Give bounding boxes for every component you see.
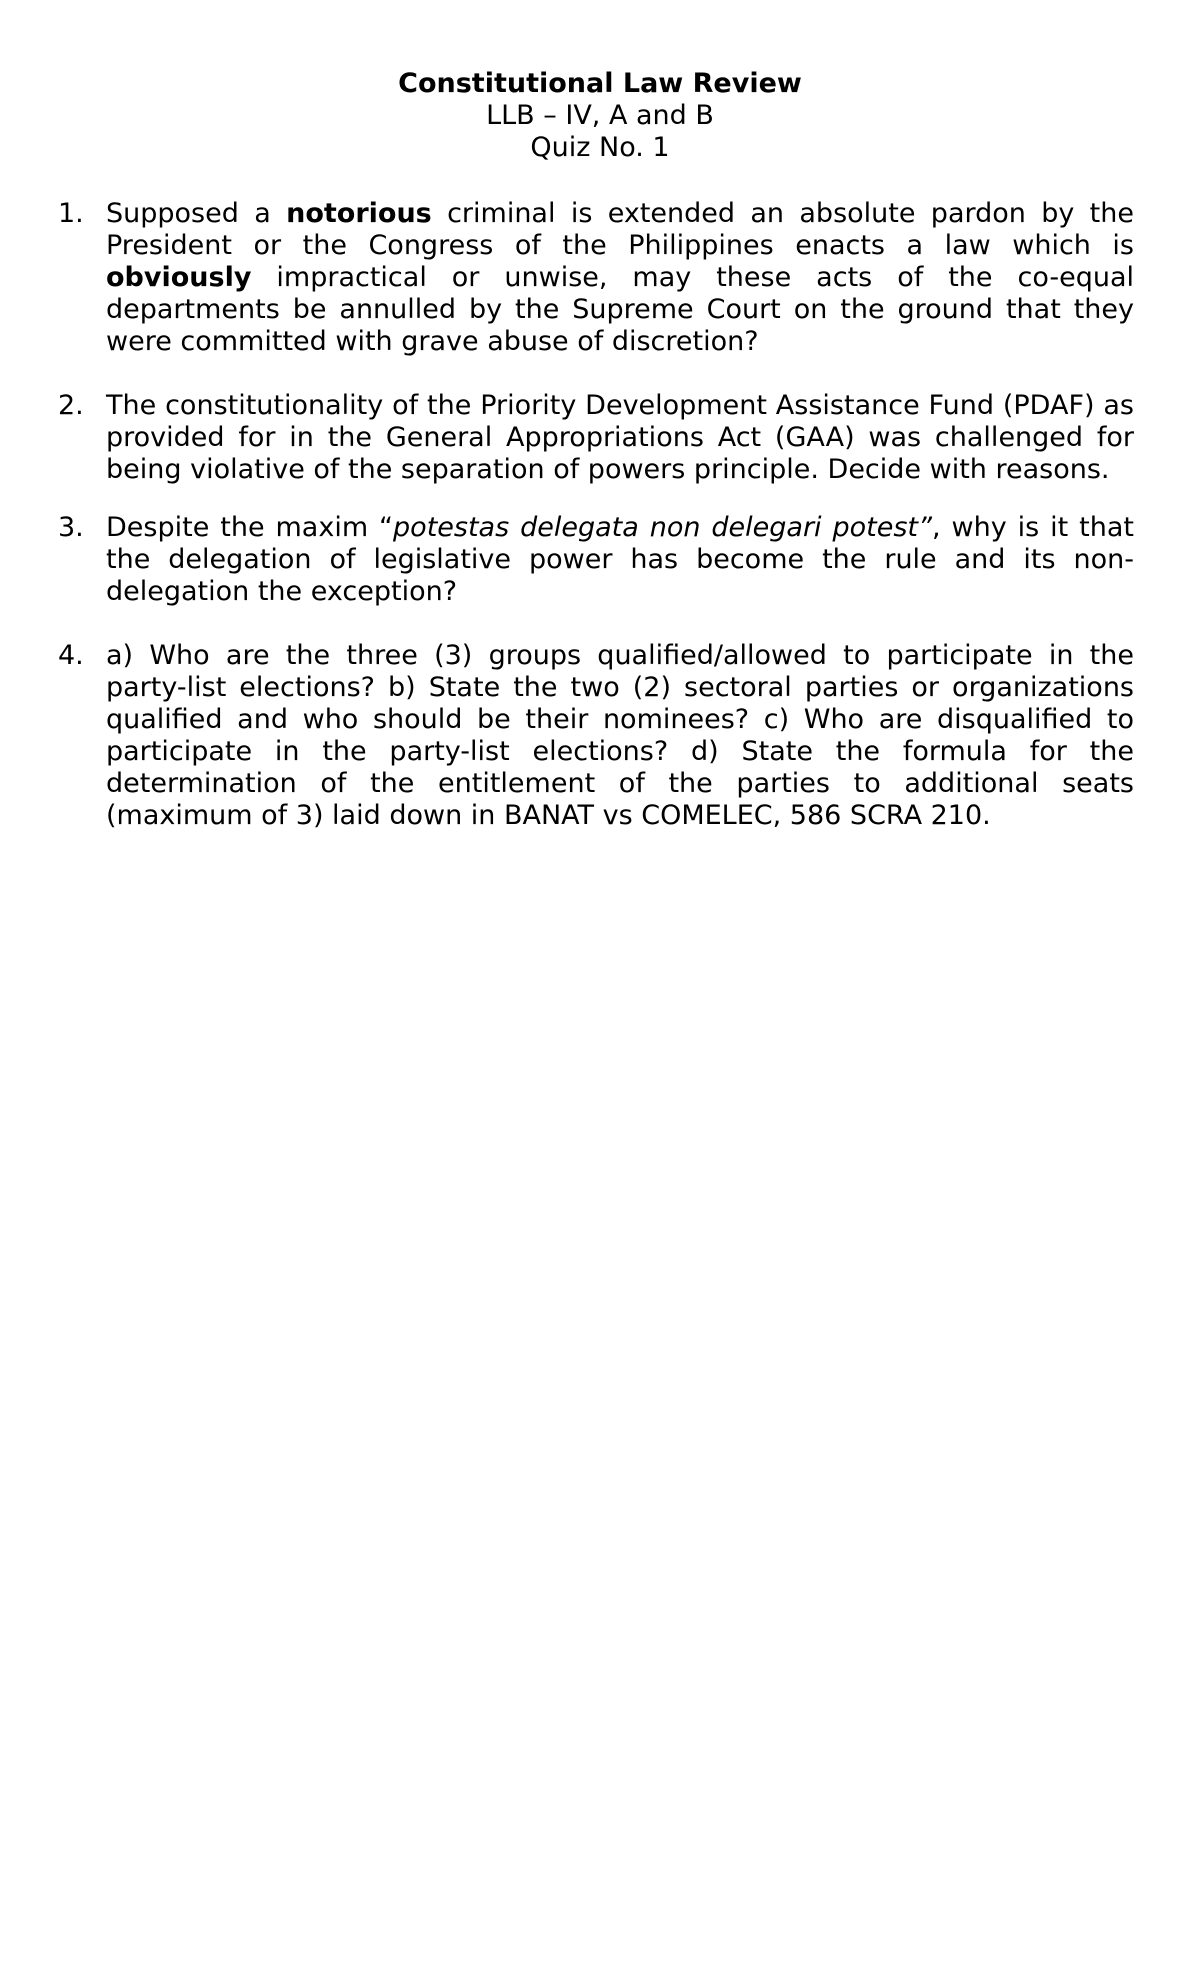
- emphasis-bold: obviously: [106, 262, 252, 293]
- question-4: [58, 640, 1134, 832]
- latin-maxim: potestas delegata non delegari potest”: [393, 512, 932, 543]
- document-header: [0, 68, 1200, 164]
- question-text: impractical or unwise, may these acts of the co-equal departments be annulled by the Supreme Court on the ground that they were committed with grave abuse of discretion?: [106, 262, 1134, 357]
- question-text: , why is it that the delegation of legislative power has become the rule and its non-delegation the exception?: [106, 512, 1134, 607]
- question-2: [58, 390, 1134, 486]
- question-number: 3.: [58, 512, 84, 543]
- document-title: Constitutional Law Review: [398, 68, 802, 99]
- question-1: [58, 198, 1134, 358]
- question-text: The constitutionality of the Priority Development Assistance Fund (PDAF) as provided for in the General Appropriations Act (GAA) was challenged for being violative of the separation of powers principle. Decide with reasons.: [106, 390, 1134, 485]
- question-3: [58, 512, 1134, 608]
- question-text: Supposed a: [106, 198, 287, 229]
- question-text: Despite the maxim “: [106, 512, 394, 543]
- quiz-number: Quiz No. 1: [530, 132, 670, 163]
- question-number: 4.: [58, 640, 84, 671]
- question-number: 2.: [58, 390, 84, 421]
- question-number: 1.: [58, 198, 84, 229]
- question-list: [58, 198, 1134, 832]
- emphasis-bold: notorious: [286, 198, 432, 229]
- question-text: criminal is extended an absolute pardon by the President or the Congress of the Philippines enacts a law which is: [106, 198, 1134, 261]
- question-text: a) Who are the three (3) groups qualified/allowed to participate in the party-list elections? b) State the two (2) sectoral parties or organizations qualified and who should be their nominees? c) Who are disqualified to participate in the party-list elections? d) State the formula for the determination of the entitlement of the parties to additional seats (maximum of 3) laid down in BANAT vs COMELEC, 586 SCRA 210.: [106, 640, 1134, 831]
- document-subtitle: LLB – IV, A and B: [486, 100, 714, 131]
